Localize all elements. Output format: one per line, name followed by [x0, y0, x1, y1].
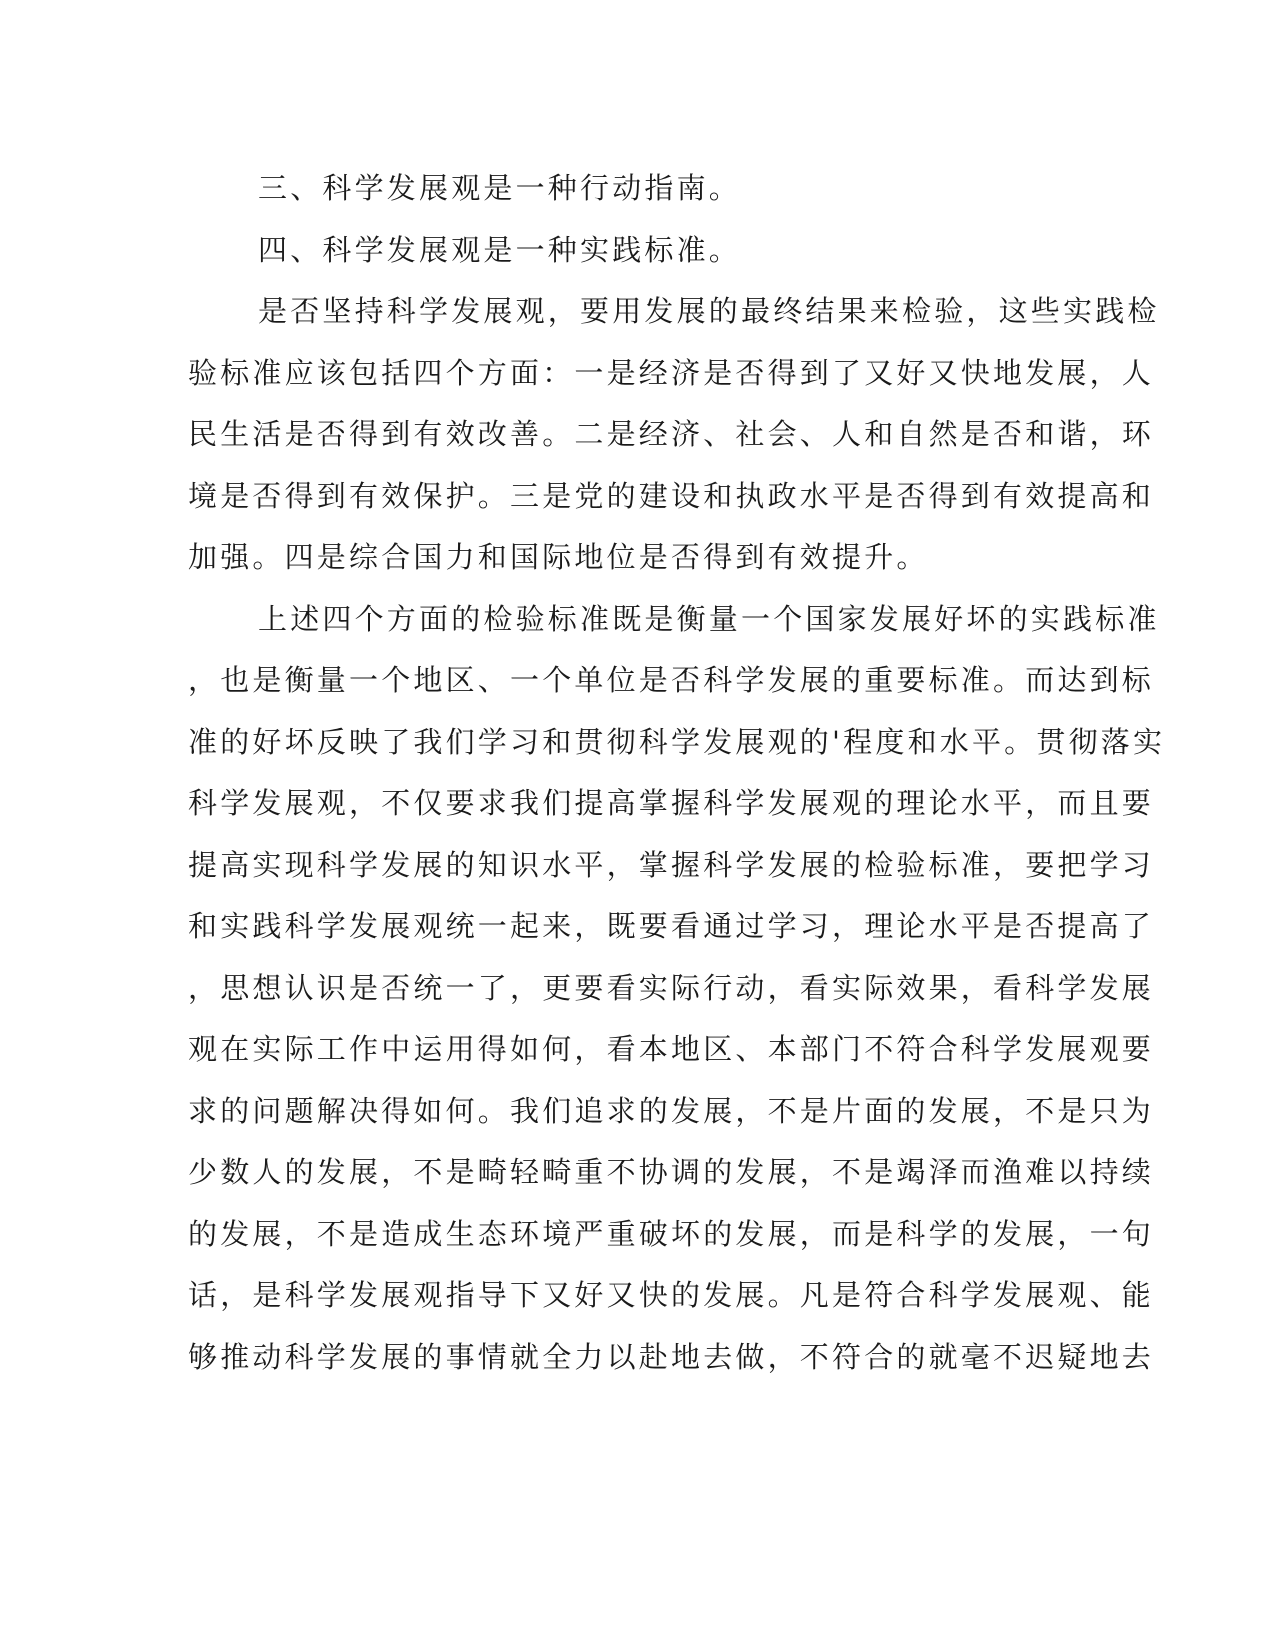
paragraph-2-line-13: 够推动科学发展的事情就全力以赴地去做，不符合的就毫不迟疑地去 — [188, 1339, 1155, 1374]
paragraph-1-line-3: 民生活是否得到有效改善。二是经济、社会、人和自然是否和谐，环 — [188, 417, 1155, 451]
paragraph-2-line-5: 提高实现科学发展的知识水平，掌握科学发展的检验标准，要把学习 — [188, 847, 1155, 882]
paragraph-1-line-2: 验标准应该包括四个方面：一是经济是否得到了又好又快地发展，人 — [188, 355, 1155, 390]
paragraph-1-line-4: 境是否得到有效保护。三是党的建设和执政水平是否得到有效提高和 — [188, 478, 1155, 513]
paragraph-2-line-7: ，思想认识是否统一了，更要看实际行动，看实际效果，看科学发展 — [188, 970, 1155, 1005]
heading-three: 三、科学发展观是一种行动指南。 — [258, 171, 742, 205]
paragraph-2-line-6: 和实践科学发展观统一起来，既要看通过学习，理论水平是否提高了 — [188, 909, 1155, 943]
paragraph-2-line-11: 的发展，不是造成生态环境严重破坏的发展，而是科学的发展，一句 — [188, 1216, 1155, 1251]
paragraph-2-line-4: 科学发展观，不仅要求我们提高掌握科学发展观的理论水平，而且要 — [188, 786, 1155, 820]
document-body — [188, 158, 1166, 1388]
paragraph-2-line-3: 准的好坏反映了我们学习和贯彻科学发展观的'程度和水平。贯彻落实 — [188, 724, 1166, 759]
paragraph-2-line-9: 求的问题解决得如何。我们追求的发展，不是片面的发展，不是只为 — [188, 1093, 1155, 1128]
paragraph-2-line-2: ，也是衡量一个地区、一个单位是否科学发展的重要标准。而达到标 — [188, 663, 1155, 697]
paragraph-2-line-10: 少数人的发展，不是畸轻畸重不协调的发展，不是竭泽而渔难以持续 — [188, 1155, 1155, 1189]
paragraph-2-line-1: 上述四个方面的检验标准既是衡量一个国家发展好坏的实践标准 — [258, 601, 1160, 636]
paragraph-1-line-1: 是否坚持科学发展观，要用发展的最终结果来检验，这些实践检 — [258, 294, 1160, 328]
paragraph-2-line-12: 话，是科学发展观指导下又好又快的发展。凡是符合科学发展观、能 — [188, 1278, 1155, 1312]
paragraph-1-line-5: 加强。四是综合国力和国际地位是否得到有效提升。 — [188, 540, 929, 574]
paragraph-2-line-8: 观在实际工作中运用得如何，看本地区、本部门不符合科学发展观要 — [188, 1032, 1155, 1066]
heading-four: 四、科学发展观是一种实践标准。 — [258, 232, 742, 267]
